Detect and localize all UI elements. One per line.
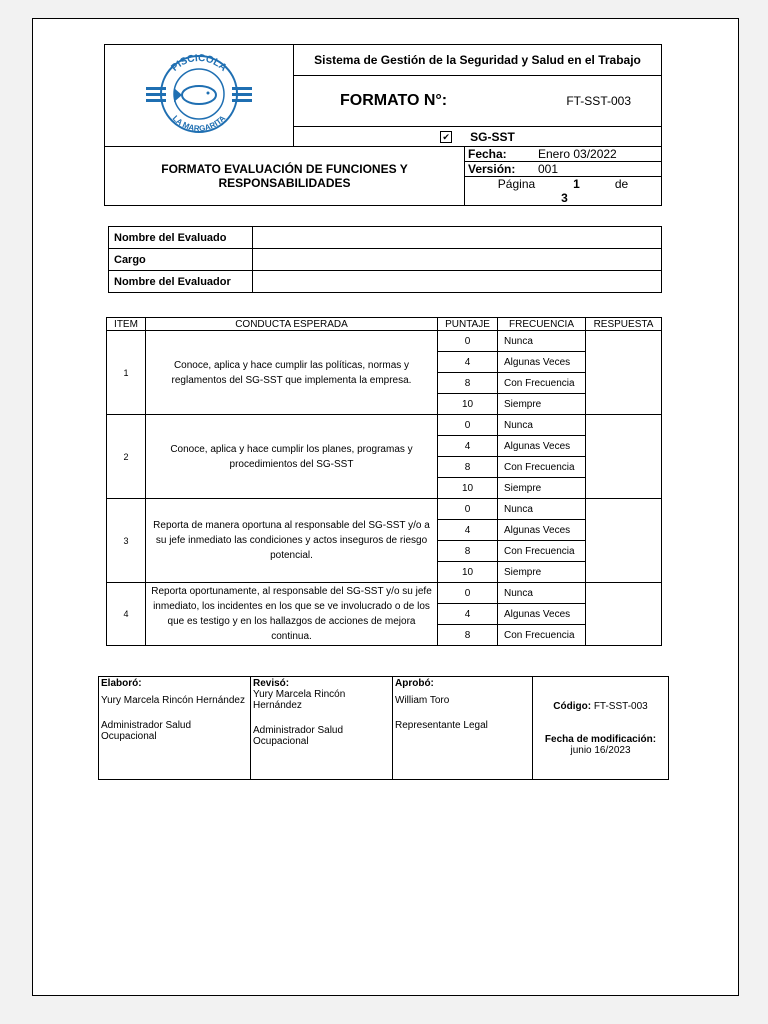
respuesta-field[interactable] <box>586 499 662 583</box>
respuesta-field[interactable] <box>586 331 662 415</box>
system-title: Sistema de Gestión de la Seguridad y Salud en el Trabajo <box>294 45 662 76</box>
logo-text-bottom: LA MARGARITA <box>170 113 228 134</box>
puntaje-value: 4 <box>438 352 498 373</box>
aprobo-name: William Toro <box>395 695 450 706</box>
col-header-item: ITEM <box>107 318 146 331</box>
nombre-evaluador-label: Nombre del Evaluador <box>109 271 253 293</box>
evaluado-info-table <box>108 226 662 293</box>
approval-footer <box>98 676 669 780</box>
nombre-evaluador-field[interactable] <box>253 271 662 293</box>
sgsst-row <box>294 127 662 147</box>
page-of: de <box>611 177 629 191</box>
reviso-label: Revisó: <box>253 678 290 689</box>
respuesta-field[interactable] <box>586 583 662 646</box>
format-number-label: FORMATO N°: <box>340 92 448 109</box>
codigo-label: Código: <box>553 700 592 712</box>
frecuencia-option: Nunca <box>498 415 586 436</box>
company-logo-cell <box>105 45 294 147</box>
aprobo-label: Aprobó: <box>395 678 434 689</box>
evaluation-table <box>106 317 662 646</box>
format-code: FT-SST-003 <box>566 94 631 108</box>
reviso-name: Yury Marcela Rincón Hernández <box>253 689 346 711</box>
frecuencia-option: Con Frecuencia <box>498 541 586 562</box>
puntaje-value: 4 <box>438 604 498 625</box>
table-header-row <box>107 318 662 331</box>
sgsst-label: SG-SST <box>470 129 515 144</box>
company-logo <box>144 54 254 134</box>
cargo-label: Cargo <box>109 249 253 271</box>
puntaje-value: 8 <box>438 541 498 562</box>
fecha-row <box>465 147 662 162</box>
cargo-field[interactable] <box>253 249 662 271</box>
nombre-evaluado-field[interactable] <box>253 227 662 249</box>
codigo-cell <box>533 677 669 780</box>
frecuencia-option: Con Frecuencia <box>498 625 586 646</box>
conducta-esperada: Conoce, aplica y hace cumplir los planes, programas y procedimientos del SG-SST <box>146 415 438 499</box>
fecha-label: Fecha: <box>468 147 507 161</box>
fecha-value: Enero 03/2022 <box>538 147 617 161</box>
elaboro-role: Administrador Salud Ocupacional <box>101 720 192 742</box>
document-title-line-2: RESPONSABILIDADES <box>218 176 351 190</box>
frecuencia-option: Siempre <box>498 562 586 583</box>
document-title <box>105 147 465 206</box>
conducta-esperada: Reporta oportunamente, al responsable del SG-SST y/o su jefe inmediato, los incidentes en los que se ve involucrado o de los que es testigo y en los hallazgos de acciones de mejora continua. <box>146 583 438 646</box>
elaboro-cell <box>99 677 251 780</box>
modificacion-label: Fecha de modificación: <box>544 733 657 745</box>
puntaje-value: 10 <box>438 478 498 499</box>
item-number: 4 <box>107 583 146 646</box>
elaboro-name: Yury Marcela Rincón Hernández <box>101 695 245 706</box>
puntaje-value: 0 <box>438 415 498 436</box>
nombre-evaluado-label: Nombre del Evaluado <box>109 227 253 249</box>
puntaje-value: 0 <box>438 331 498 352</box>
table-row <box>107 415 662 436</box>
puntaje-value: 10 <box>438 562 498 583</box>
puntaje-value: 0 <box>438 499 498 520</box>
reviso-cell <box>251 677 393 780</box>
aprobo-cell <box>393 677 533 780</box>
frecuencia-option: Nunca <box>498 499 586 520</box>
version-value: 001 <box>538 162 559 176</box>
item-number: 3 <box>107 499 146 583</box>
frecuencia-option: Algunas Veces <box>498 520 586 541</box>
table-row <box>107 499 662 520</box>
page-total: 3 <box>561 191 568 205</box>
puntaje-value: 4 <box>438 520 498 541</box>
svg-text:LA MARGARITA <box>171 114 228 134</box>
frecuencia-option: Algunas Veces <box>498 604 586 625</box>
col-header-conducta: CONDUCTA ESPERADA <box>146 318 438 331</box>
document-header <box>104 44 662 206</box>
puntaje-value: 10 <box>438 394 498 415</box>
frecuencia-option: Algunas Veces <box>498 352 586 373</box>
table-row <box>107 583 662 604</box>
frecuencia-option: Nunca <box>498 331 586 352</box>
frecuencia-option: Siempre <box>498 394 586 415</box>
svg-text:PISCICOLA <box>169 54 228 74</box>
version-row <box>465 162 662 177</box>
aprobo-role: Representante Legal <box>395 720 488 731</box>
frecuencia-option: Con Frecuencia <box>498 373 586 394</box>
page-number: 1 <box>573 177 580 191</box>
frecuencia-option: Siempre <box>498 478 586 499</box>
document-title-line-1: FORMATO EVALUACIÓN DE FUNCIONES Y <box>161 162 408 176</box>
col-header-frecuencia: FRECUENCIA <box>498 318 586 331</box>
puntaje-value: 8 <box>438 373 498 394</box>
elaboro-label: Elaboró: <box>101 678 142 689</box>
version-label: Versión: <box>468 162 516 176</box>
puntaje-value: 8 <box>438 457 498 478</box>
codigo-value: FT-SST-003 <box>593 700 648 712</box>
col-header-respuesta: RESPUESTA <box>586 318 662 331</box>
reviso-role: Administrador Salud Ocupacional <box>253 725 344 747</box>
logo-text-top: PISCICOLA <box>169 54 229 74</box>
page-prefix: Página <box>497 177 539 191</box>
conducta-esperada: Reporta de manera oportuna al responsable del SG-SST y/o a su jefe inmediato las condiciones y actos inseguros de riesgo potencial. <box>146 499 438 583</box>
frecuencia-option: Nunca <box>498 583 586 604</box>
item-number: 2 <box>107 415 146 499</box>
modificacion-date: junio 16/2023 <box>570 744 631 756</box>
table-row <box>107 331 662 352</box>
item-number: 1 <box>107 331 146 415</box>
frecuencia-option: Con Frecuencia <box>498 457 586 478</box>
puntaje-value: 0 <box>438 583 498 604</box>
format-number-cell <box>294 76 662 127</box>
conducta-esperada: Conoce, aplica y hace cumplir las políticas, normas y reglamentos del SG-SST que implementa la empresa. <box>146 331 438 415</box>
frecuencia-option: Algunas Veces <box>498 436 586 457</box>
col-header-puntaje: PUNTAJE <box>438 318 498 331</box>
respuesta-field[interactable] <box>586 415 662 499</box>
page-indicator <box>465 177 662 206</box>
puntaje-value: 4 <box>438 436 498 457</box>
puntaje-value: 8 <box>438 625 498 646</box>
checkbox-checked[interactable]: ✔ <box>440 131 452 143</box>
